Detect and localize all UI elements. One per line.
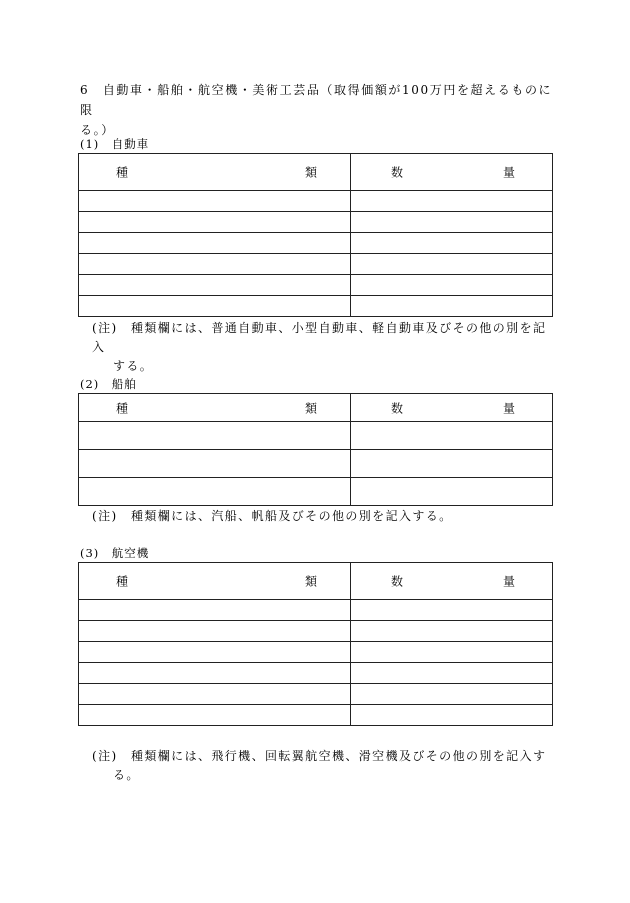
table-row [79, 275, 553, 296]
quantity-cell[interactable] [351, 233, 553, 254]
kind-cell[interactable] [79, 663, 351, 684]
automobile-note [92, 319, 552, 376]
quantity-cell[interactable] [351, 600, 553, 621]
quantity-header-char2: 量 [503, 574, 516, 589]
automobile-table [78, 153, 553, 317]
quantity-header-char1: 数 [391, 401, 404, 415]
kind-cell[interactable] [79, 642, 351, 663]
quantity-cell[interactable] [351, 705, 553, 726]
quantity-cell[interactable] [351, 450, 553, 478]
automobile-note-line2: する。 [113, 359, 154, 373]
aircraft-label: (3) 航空機 [80, 546, 150, 560]
table-row [79, 450, 553, 478]
quantity-cell[interactable] [351, 621, 553, 642]
kind-cell[interactable] [79, 275, 351, 296]
aircraft-note-line2: る。 [113, 768, 140, 782]
aircraft-note [92, 747, 552, 785]
table-row [79, 191, 553, 212]
quantity-header-char1: 数 [391, 574, 404, 589]
quantity-cell[interactable] [351, 642, 553, 663]
kind-cell[interactable] [79, 296, 351, 317]
table-header-row [79, 394, 553, 422]
quantity-cell[interactable] [351, 422, 553, 450]
quantity-header-char1: 数 [391, 165, 404, 180]
table-row [79, 642, 553, 663]
kind-header-char2: 類 [305, 165, 318, 180]
ship-label: (2) 船舶 [80, 377, 137, 391]
quantity-cell[interactable] [351, 254, 553, 275]
table-header-row [79, 154, 553, 191]
kind-cell[interactable] [79, 212, 351, 233]
kind-header-char1: 種 [116, 165, 129, 180]
aircraft-table [78, 562, 553, 726]
section-title-line1: 6 自動車・船舶・航空機・美術工芸品（取得価額が100万円を超えるものに限 [80, 83, 553, 117]
kind-header-char2: 類 [305, 574, 318, 589]
quantity-header-cell [351, 394, 553, 422]
ship-table [78, 393, 553, 506]
automobile-label: (1) 自動車 [80, 137, 150, 151]
table-header-row [79, 563, 553, 600]
table-row [79, 663, 553, 684]
table-row [79, 600, 553, 621]
ship-note [92, 507, 552, 526]
kind-cell[interactable] [79, 705, 351, 726]
table-row [79, 254, 553, 275]
quantity-header-char2: 量 [503, 401, 516, 415]
kind-header-cell [79, 563, 351, 600]
kind-header-char1: 種 [116, 574, 129, 589]
table-row [79, 705, 553, 726]
quantity-cell[interactable] [351, 212, 553, 233]
quantity-cell[interactable] [351, 684, 553, 705]
kind-cell[interactable] [79, 450, 351, 478]
kind-cell[interactable] [79, 422, 351, 450]
table-row [79, 296, 553, 317]
kind-cell[interactable] [79, 684, 351, 705]
section-title-line2: る。） [80, 123, 115, 137]
kind-cell[interactable] [79, 233, 351, 254]
kind-cell[interactable] [79, 478, 351, 506]
table-row [79, 233, 553, 254]
quantity-cell[interactable] [351, 663, 553, 684]
kind-header-cell [79, 154, 351, 191]
quantity-cell[interactable] [351, 478, 553, 506]
quantity-header-cell [351, 563, 553, 600]
quantity-cell[interactable] [351, 296, 553, 317]
aircraft-note-line1: (注) 種類欄には、飛行機、回転翼航空機、滑空機及びその他の別を記入す [92, 749, 547, 763]
kind-header-char2: 類 [305, 401, 318, 415]
table-row [79, 478, 553, 506]
quantity-cell[interactable] [351, 275, 553, 296]
table-row [79, 621, 553, 642]
ship-note-line1: (注) 種類欄には、汽船、帆船及びその他の別を記入する。 [92, 509, 453, 523]
table-row [79, 422, 553, 450]
kind-cell[interactable] [79, 621, 351, 642]
kind-cell[interactable] [79, 600, 351, 621]
quantity-header-cell [351, 154, 553, 191]
kind-header-cell [79, 394, 351, 422]
table-row [79, 684, 553, 705]
quantity-cell[interactable] [351, 191, 553, 212]
kind-header-char1: 種 [116, 401, 129, 415]
table-row [79, 212, 553, 233]
automobile-note-line1: (注) 種類欄には、普通自動車、小型自動車、軽自動車及びその他の別を記入 [92, 321, 547, 354]
kind-cell[interactable] [79, 191, 351, 212]
kind-cell[interactable] [79, 254, 351, 275]
quantity-header-char2: 量 [503, 165, 516, 180]
section-title [80, 80, 555, 140]
